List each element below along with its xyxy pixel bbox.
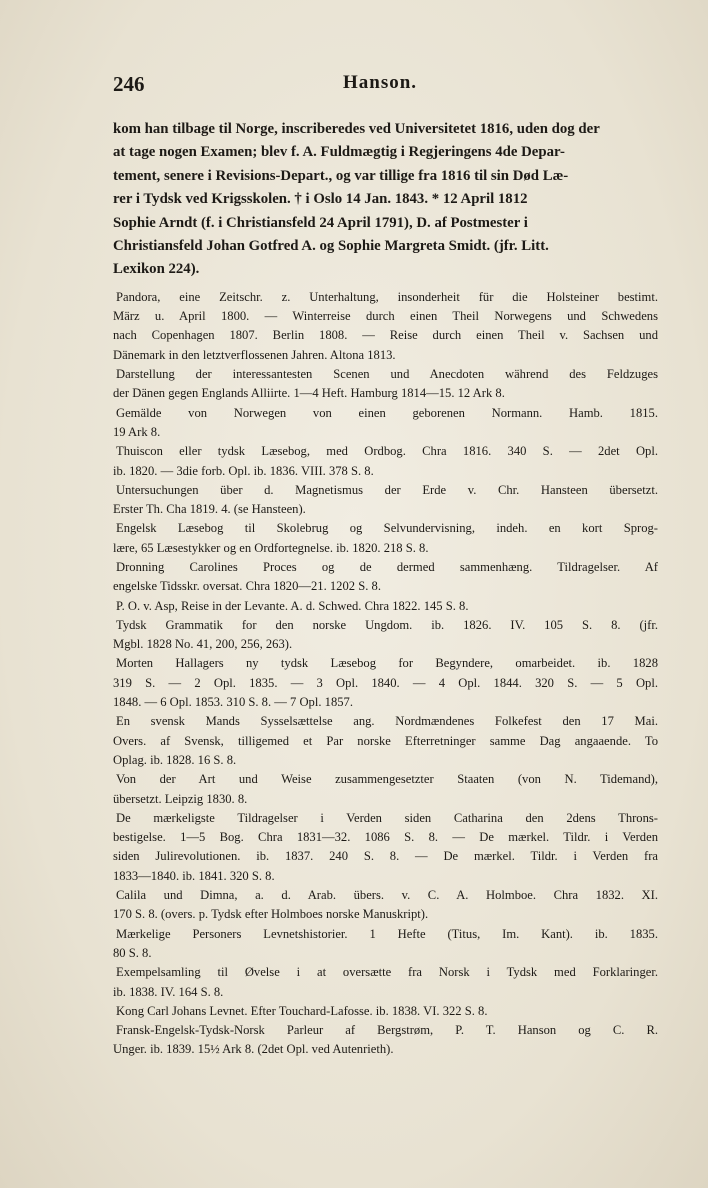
entry-line: Morten Hallagers ny tydsk Læsebog for Begyndere, omarbeidet. ib. 1828 (116, 656, 658, 671)
biography-line: at tage nogen Examen; blev f. A. Fuldmægtig i Regjeringens 4de Depar- (113, 144, 565, 161)
bibliography-entry (113, 558, 658, 597)
bibliography-entry (113, 597, 658, 616)
bibliography-entry (113, 442, 658, 481)
entry-line: bestigelse. 1—5 Bog. Chra 1831—32. 1086 S. 8. — De mærkel. Tildr. i Verden (113, 830, 658, 845)
entry-line: Untersuchungen über d. Magnetismus der Erde v. Chr. Hansteen übersetzt. (116, 482, 658, 497)
bibliography-entry (113, 712, 658, 770)
entry-line: Von der Art und Weise zusammengesetzter Staaten (von N. Tidemand), (116, 772, 658, 787)
entry-line: lære, 65 Læsestykker og en Ordfortegnelse. ib. 1820. 218 S. 8. (113, 540, 429, 555)
entry-line: Gemälde von Norwegen von einen geborenen Normann. Hamb. 1815. (116, 405, 658, 420)
entry-line: Darstellung der interessantesten Scenen und Anecdoten während des Feldzuges (116, 367, 658, 382)
entry-line: Erster Th. Cha 1819. 4. (se Hansteen). (113, 502, 306, 517)
bibliography-list (113, 288, 658, 1060)
bibliography-entry (113, 925, 658, 964)
entry-line: der Dänen gegen Englands Alliirte. 1—4 Heft. Hamburg 1814—15. 12 Ark 8. (113, 386, 505, 401)
bibliography-entry (113, 404, 658, 443)
entry-line: Engelsk Læsebog til Skolebrug og Selvundervisning, indeh. en kort Sprog- (116, 521, 658, 536)
entry-line: 19 Ark 8. (113, 424, 161, 439)
entry-line: März u. April 1800. — Winterreise durch einen Theil Norwegens und Schwedens (113, 309, 658, 324)
entry-line: ib. 1820. — 3die forb. Opl. ib. 1836. VIII. 378 S. 8. (113, 463, 374, 478)
biography-paragraph (113, 118, 658, 282)
entry-line: Fransk-Engelsk-Tydsk-Norsk Parleur af Bergstrøm, P. T. Hanson og C. R. (116, 1023, 658, 1038)
entry-line: Overs. af Svensk, tilligemed et Par norske Efterretninger samme Dag angaaende. To (113, 733, 658, 748)
entry-line: Kong Carl Johans Levnet. Efter Touchard-Lafosse. ib. 1838. VI. 322 S. 8. (116, 1003, 488, 1018)
entry-line: Dänemark in den letztverflossenen Jahren. Altona 1813. (113, 347, 396, 362)
biography-line: rer i Tydsk ved Krigsskolen. † i Oslo 14 Jan. 1843. * 12 April 1812 (113, 191, 528, 208)
biography-line: kom han tilbage til Norge, inscriberedes ved Universitetet 1816, uden dog der (113, 121, 600, 137)
entry-line: siden Julirevolutionen. ib. 1837. 240 S. 8. — De mærkel. Tildr. i Verden fra (113, 849, 658, 864)
bibliography-entry (113, 365, 658, 404)
biography-line: Lexikon 224). (113, 261, 200, 278)
biography-line: Christiansfeld Johan Gotfred A. og Sophie Margreta Smidt. (jfr. Litt. (113, 238, 549, 255)
entry-line: engelske Tidsskr. oversat. Chra 1820—21. 1202 S. 8. (113, 579, 381, 594)
entry-line: Mærkelige Personers Levnetshistorier. 1 Hefte (Titus, Im. Kant). ib. 1835. (116, 926, 658, 941)
entry-line: 170 S. 8. (overs. p. Tydsk efter Holmboes norske Manuskript). (113, 907, 429, 922)
bibliography-entry (113, 481, 658, 520)
entry-line: De mærkeligste Tildragelser i Verden siden Catharina den 2dens Throns- (116, 810, 658, 825)
bibliography-entry (113, 1021, 658, 1060)
entry-line: 1833—1840. ib. 1841. 320 S. 8. (113, 868, 275, 883)
entry-line: übersetzt. Leipzig 1830. 8. (113, 791, 248, 806)
page-header (113, 72, 656, 100)
page-body (113, 118, 658, 1060)
bibliography-entry (113, 654, 658, 712)
bibliography-entry (113, 519, 658, 558)
bibliography-entry (113, 288, 658, 365)
entry-line: Pandora, eine Zeitschr. z. Unterhaltung, insonderheit für die Holsteiner bestimt. (116, 289, 658, 304)
bibliography-entry (113, 963, 658, 1002)
entry-line: 319 S. — 2 Opl. 1835. — 3 Opl. 1840. — 4 Opl. 1844. 320 S. — 5 Opl. (113, 675, 658, 690)
entry-line: Mgbl. 1828 No. 41, 200, 256, 263). (113, 637, 293, 652)
entry-line: Thuiscon eller tydsk Læsebog, med Ordbog. Chra 1816. 340 S. — 2det Opl. (116, 444, 658, 459)
bibliography-entry (113, 886, 658, 925)
entry-line: Exempelsamling til Øvelse i at oversætte fra Norsk i Tydsk med Forklaringer. (116, 965, 658, 980)
entry-line: nach Copenhagen 1807. Berlin 1808. — Reise durch einen Theil v. Sachsen und (113, 328, 658, 343)
biography-line: tement, senere i Revisions-Depart., og var tillige fra 1816 til sin Død Læ- (113, 167, 569, 184)
entry-line: Unger. ib. 1839. 15½ Ark 8. (2det Opl. ved Autenrieth). (113, 1042, 394, 1057)
page-number: 246 (113, 72, 145, 96)
entry-line: En svensk Mands Sysselsættelse ang. Nordmændenes Folkefest den 17 Mai. (116, 714, 658, 729)
bibliography-entry (113, 809, 658, 886)
entry-line: Dronning Carolines Proces og de dermed sammenhæng. Tildragelser. Af (116, 560, 658, 574)
entry-line: Oplag. ib. 1828. 16 S. 8. (113, 752, 237, 767)
biography-line: Sophie Arndt (f. i Christiansfeld 24 April 1791), D. af Postmester i (113, 214, 528, 231)
entry-line: Tydsk Grammatik for den norske Ungdom. ib. 1826. IV. 105 S. 8. (jfr. (116, 617, 658, 632)
bibliography-entry (113, 616, 658, 655)
entry-line: ib. 1838. IV. 164 S. 8. (113, 984, 224, 999)
running-head: Hanson. (343, 72, 418, 93)
entry-line: P. O. v. Asp, Reise in der Levante. A. d. Schwed. Chra 1822. 145 S. 8. (116, 598, 469, 613)
entry-line: Calila und Dimna, a. d. Arab. übers. v. C. A. Holmboe. Chra 1832. XI. (116, 888, 658, 903)
bibliography-entry (113, 1002, 658, 1021)
bibliography-entry (113, 770, 658, 809)
entry-line: 1848. — 6 Opl. 1853. 310 S. 8. — 7 Opl. 1857. (113, 695, 353, 710)
entry-line: 80 S. 8. (113, 945, 152, 960)
